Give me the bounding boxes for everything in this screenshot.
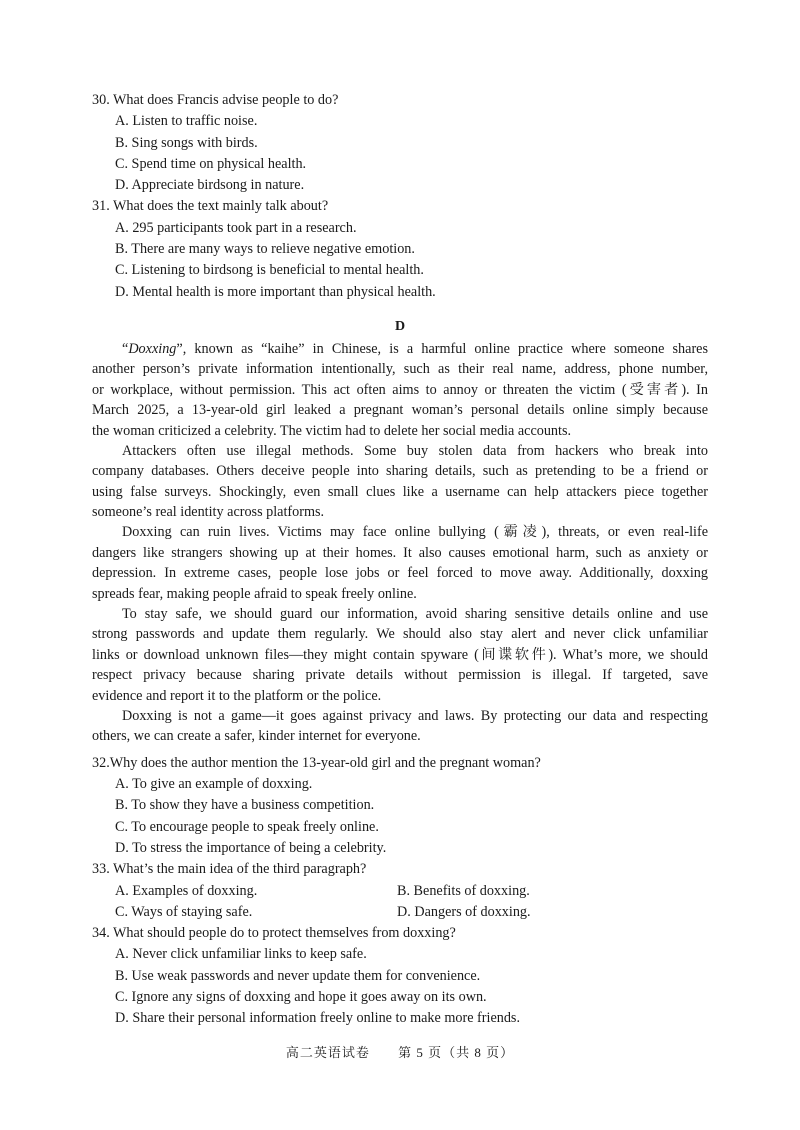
paragraph-line: Attackers often use illegal methods. Some buy stolen data from hackers who break into [122,442,708,459]
option-a: A. Never click unfamiliar links to keep safe. [115,946,367,963]
question-34 [92,923,708,1029]
option-b: B. Sing songs with birds. [115,134,258,151]
paragraph-line: dangers like strangers showing up at their homes. It also causes emotional harm, such as anxiety or [92,544,708,561]
option-b: B. Use weak passwords and never update them for convenience. [115,967,481,984]
question-text: 30. What does Francis advise people to do? [92,92,339,108]
option-a: A. To give an example of doxxing. [115,776,313,793]
option-c: C. To encourage people to speak freely online. [115,818,379,835]
paragraph-line: respect privacy because sharing private details without permission is illegal. If targeted, save [92,667,708,684]
question-31 [92,196,708,302]
paragraph-line: company databases. Others deceive people into sharing details, such as pretending to be a friend or [92,463,708,480]
option-a: A. Examples of doxxing. [115,882,258,899]
option-c: C. Ignore any signs of doxxing and hope it goes away on its own. [115,989,487,1006]
paragraph-3 [92,522,708,604]
question-32 [92,753,708,859]
option-c: C. Ways of staying safe. [115,903,253,920]
page-number: 第 5 页（共 8 页） [398,1045,515,1060]
page-content [92,90,708,1030]
question-text: 32.Why does the author mention the 13-year-old girl and the pregnant woman? [92,754,541,771]
option-b: B. To show they have a business competition. [115,797,375,814]
paragraph-line: depression. In extreme cases, people lose jobs or feel forced to move away. Additionally, doxxing [92,565,708,582]
passage-title: D [394,318,406,334]
paragraph-line: strong passwords and update them regularly. We should also stay alert and never click unfamiliar [92,626,708,643]
option-d: D. Dangers of doxxing. [397,903,531,920]
option-d: D. Appreciate birdsong in nature. [115,177,305,194]
paragraph-line: someone’s real identity across platforms. [92,504,325,521]
option-row [92,902,708,923]
passage-body [92,339,708,747]
question-text: 31. What does the text mainly talk about? [92,198,329,215]
option-a: A. Listen to traffic noise. [115,113,258,130]
paragraph-line: spreads fear, making people afraid to speak freely online. [92,585,417,602]
page-footer [0,1042,800,1061]
option-b: B. Benefits of doxxing. [397,882,530,899]
paragraph-line: March 2025, a 13-year-old girl leaked a pregnant woman’s personal details online simply because [92,402,708,419]
option-d: D. Mental health is more important than physical health. [115,283,436,300]
question-30 [92,90,708,196]
paragraph-4 [92,604,708,706]
option-c: C. Listening to birdsong is beneficial to mental health. [115,262,424,279]
question-33 [92,859,708,923]
option-d: D. To stress the importance of being a celebrity. [115,839,387,856]
paragraph-line: or workplace, without permission. This act often aims to annoy or threaten the victim (受害者). In [92,381,708,398]
question-text: 34. What should people do to protect themselves from doxxing? [92,925,456,942]
option-row [92,881,708,902]
option-b: B. There are many ways to relieve negative emotion. [115,241,415,258]
paragraph-line: links or download unknown files—they might contain spyware (间谍软件). What’s more, we should [92,646,708,663]
paragraph-line: evidence and report it to the platform or the police. [92,687,382,704]
paragraph-line: Doxxing can ruin lives. Victims may face online bullying (霸凌), threats, or even real-life [122,524,708,541]
paragraph-line: others, we can create a safer, kinder internet for everyone. [92,728,421,745]
exam-title: 高二英语试卷 [285,1045,370,1060]
question-text: 33. What’s the main idea of the third paragraph? [92,861,367,878]
paragraph-1 [92,339,708,441]
option-d: D. Share their personal information freely online to make more friends. [115,1010,521,1027]
paragraph-2 [92,441,708,523]
paragraph-line: Doxxing is not a game—it goes against privacy and laws. By protecting our data and respecting [122,708,708,724]
option-a: A. 295 participants took part in a research. [115,219,357,236]
paragraph-5 [92,706,708,747]
paragraph-line: another person’s private information intentionally, such as their real name, address, phone number, [92,361,708,378]
paragraph-line: the woman criticized a celebrity. The victim had to delete her social media accounts. [92,422,572,439]
option-c: C. Spend time on physical health. [115,155,307,172]
paragraph-line: To stay safe, we should guard our information, avoid sharing sensitive details online and use [122,606,708,623]
paragraph-line: using false surveys. Shockingly, even small clues like a username can help attackers piece together [92,483,708,500]
paragraph-line: “Doxxing”, known as “kaihe” in Chinese, is a harmful online practice where someone shares [122,340,708,357]
